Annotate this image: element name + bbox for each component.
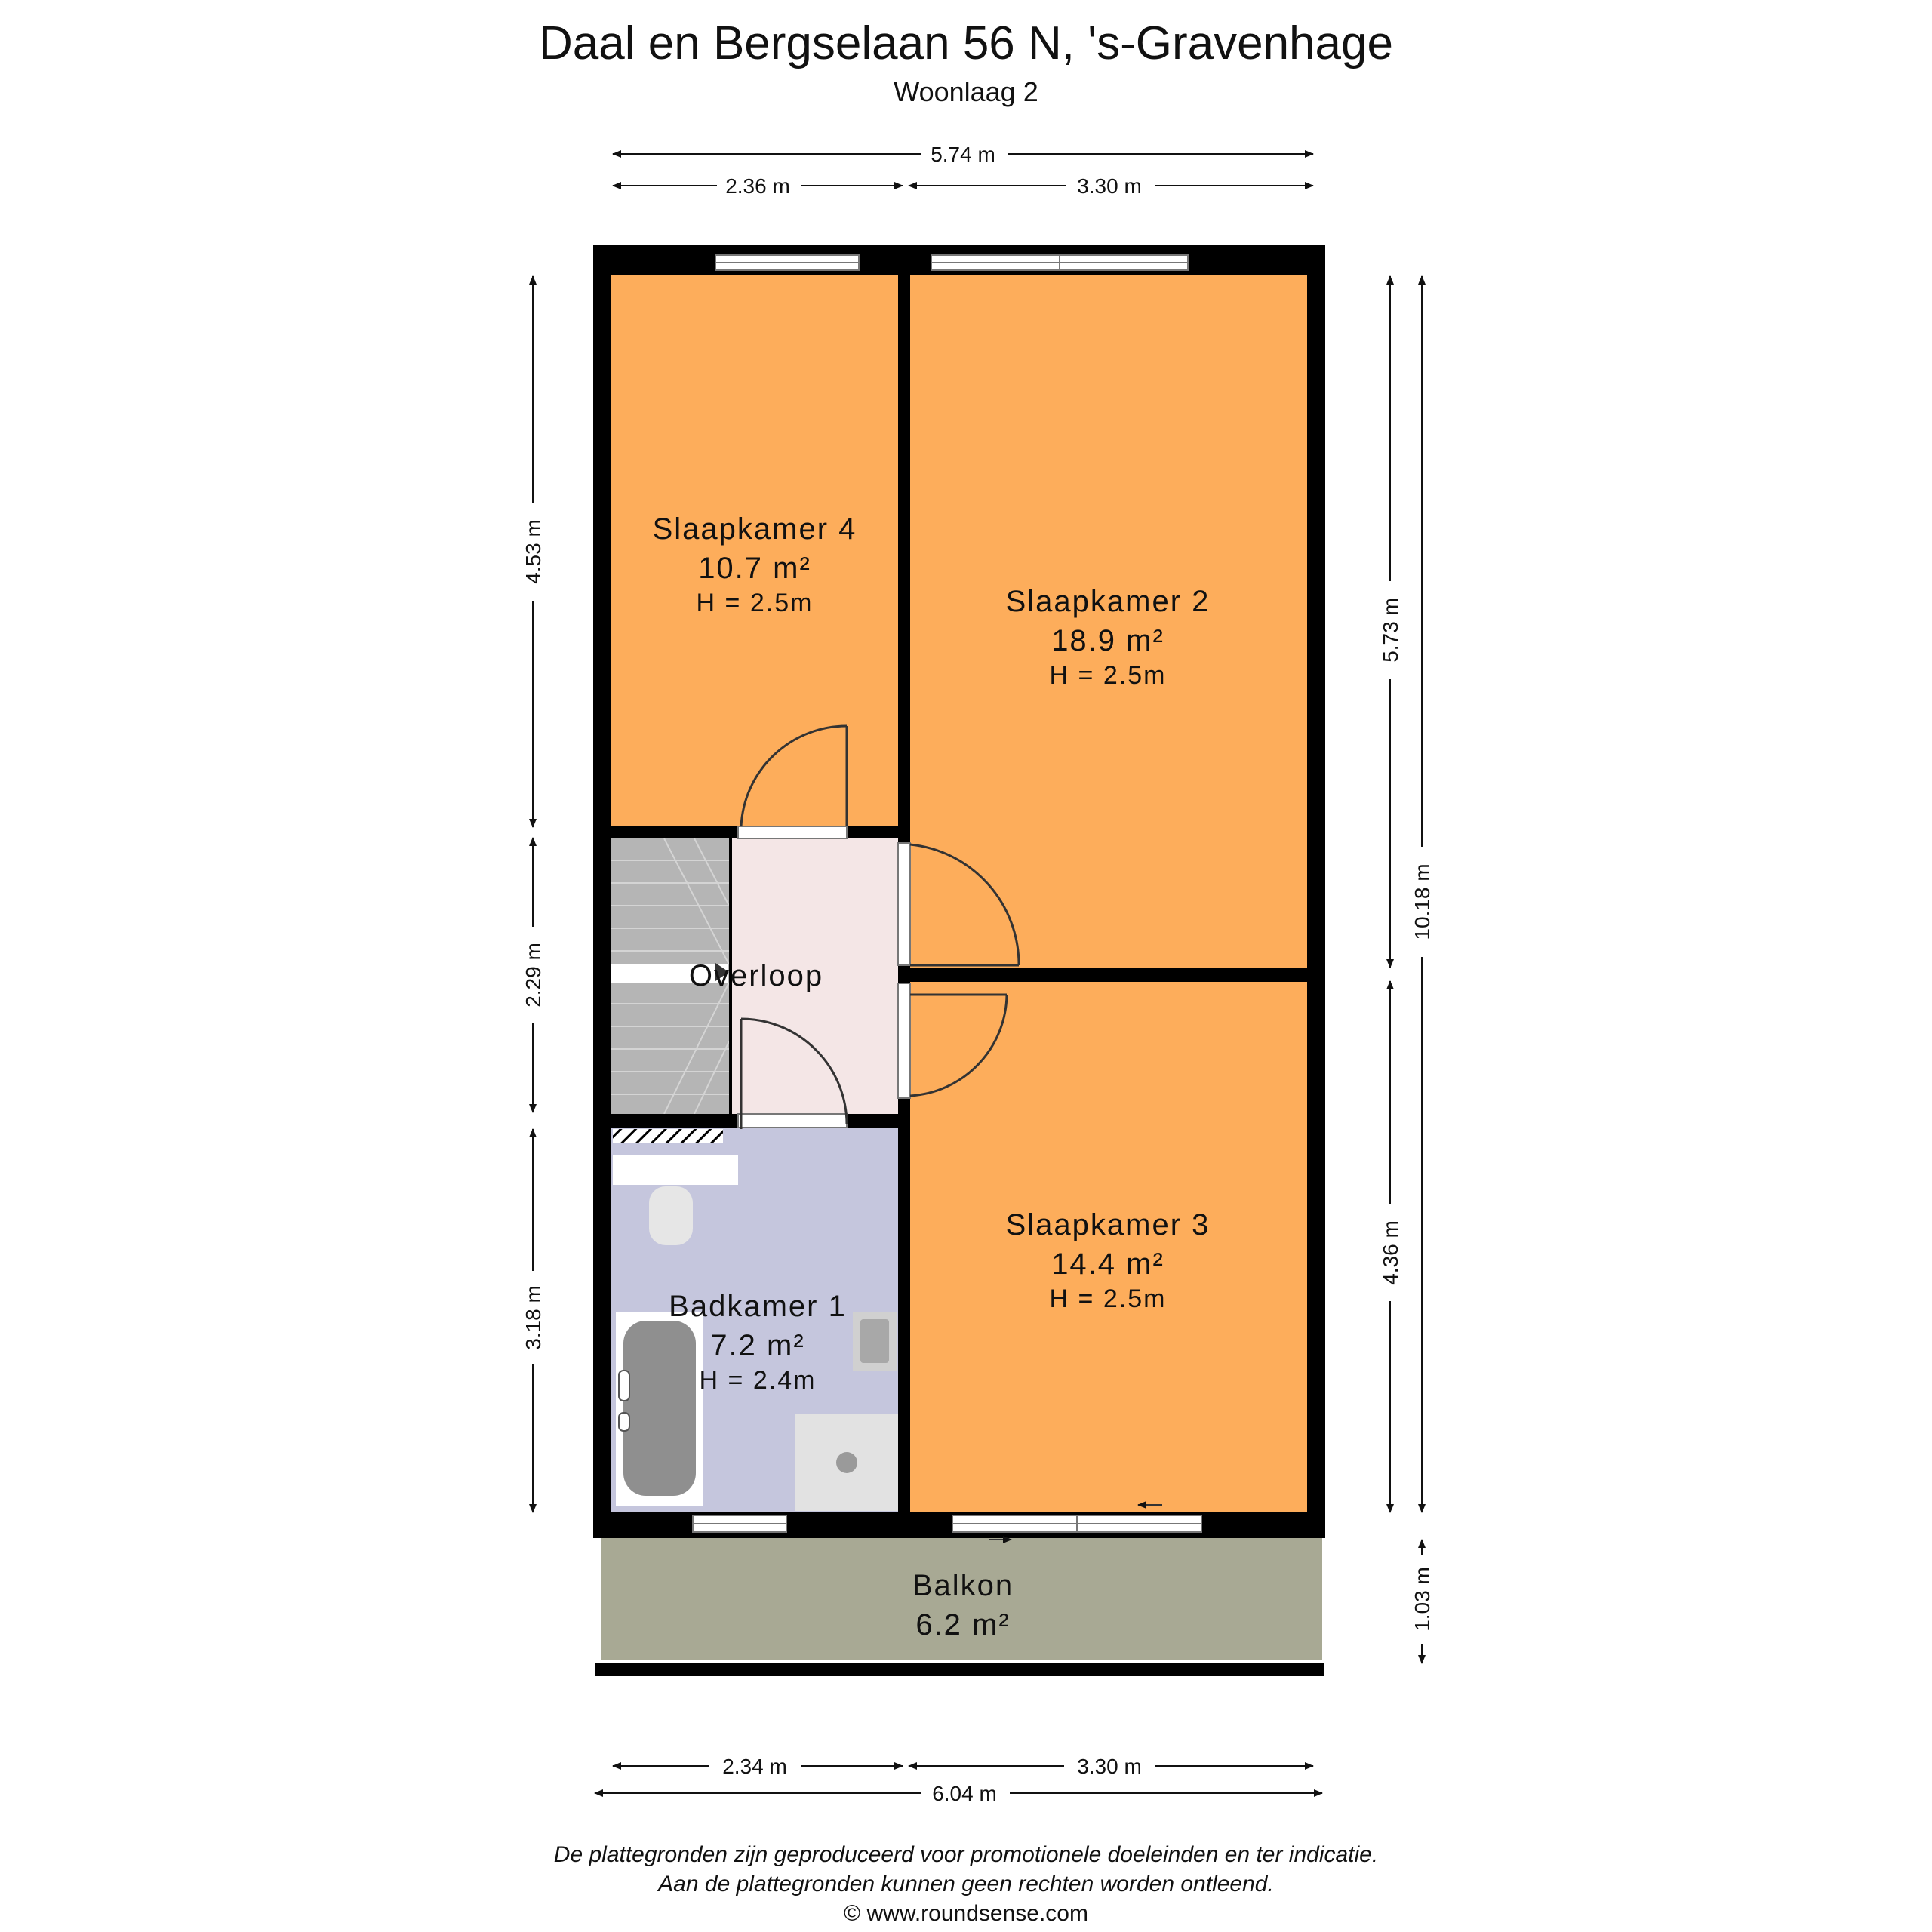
balkon-name: Balkon <box>912 1569 1014 1602</box>
dim-left-top: 4.53 m <box>521 519 545 584</box>
dim-top-right: 3.30 m <box>1077 174 1142 198</box>
copyright-link[interactable]: © www.roundsense.com <box>844 1901 1088 1926</box>
disclaimer <box>0 1840 1932 1928</box>
shaft <box>613 1129 723 1143</box>
badkamer-1-area: 7.2 m² <box>710 1329 805 1362</box>
dim-right-total: 10.18 m <box>1411 863 1434 940</box>
slaapkamer-2-floor <box>910 275 1307 968</box>
dim-right-balcony: 1.03 m <box>1411 1567 1434 1632</box>
slaapkamer-3-name: Slaapkamer 3 <box>1005 1208 1211 1241</box>
slaapkamer-2-name: Slaapkamer 2 <box>1005 585 1211 618</box>
badkamer-1-name: Badkamer 1 <box>669 1290 847 1323</box>
balkon-railing <box>595 1663 1324 1676</box>
slaapkamer-4-floor <box>611 275 898 826</box>
slaapkamer-3-area: 14.4 m² <box>1051 1247 1164 1281</box>
dim-right-upper: 5.73 m <box>1379 598 1402 663</box>
shelf <box>613 1155 738 1185</box>
slaapkamer-2-area: 18.9 m² <box>1051 624 1164 657</box>
page-title: Daal en Bergselaan 56 N, 's-Gravenhage <box>539 17 1393 69</box>
toilet <box>649 1186 693 1245</box>
bathtub-basin <box>623 1321 696 1496</box>
slaapkamer-3-floor <box>910 982 1307 1512</box>
slaapkamer-2-height: H = 2.5m <box>1049 661 1167 690</box>
badkamer-1-height: H = 2.4m <box>699 1366 817 1395</box>
dim-left-bottom: 3.18 m <box>521 1285 545 1350</box>
disclaimer-line-2: Aan de plattegronden kunnen geen rechten worden ontleend. <box>658 1872 1274 1897</box>
wall-sk2-sk3 <box>910 968 1307 982</box>
dim-right-lower: 4.36 m <box>1379 1220 1402 1285</box>
shower-drain <box>836 1452 857 1473</box>
dim-left-middle: 2.29 m <box>521 943 545 1008</box>
disclaimer-line-1: De plattegronden zijn geproduceerd voor promotionele doeleinden en ter indicatie. <box>553 1842 1379 1867</box>
washbasin-bowl <box>860 1319 889 1363</box>
slaapkamer-4-area: 10.7 m² <box>698 552 811 585</box>
dim-bottom-right: 3.30 m <box>1077 1755 1142 1778</box>
overloop-name: Overloop <box>688 959 824 992</box>
floor-subtitle: Woonlaag 2 <box>894 76 1038 107</box>
dim-bottom-total: 6.04 m <box>932 1782 997 1805</box>
dim-bottom-left: 2.34 m <box>722 1755 787 1778</box>
slaapkamer-4-height: H = 2.5m <box>696 589 814 617</box>
dim-top-total: 5.74 m <box>931 143 995 166</box>
slaapkamer-4-name: Slaapkamer 4 <box>652 512 857 546</box>
dim-top-left: 2.36 m <box>725 174 790 198</box>
slaapkamer-3-height: H = 2.5m <box>1049 1284 1167 1313</box>
balkon-area: 6.2 m² <box>915 1608 1011 1641</box>
